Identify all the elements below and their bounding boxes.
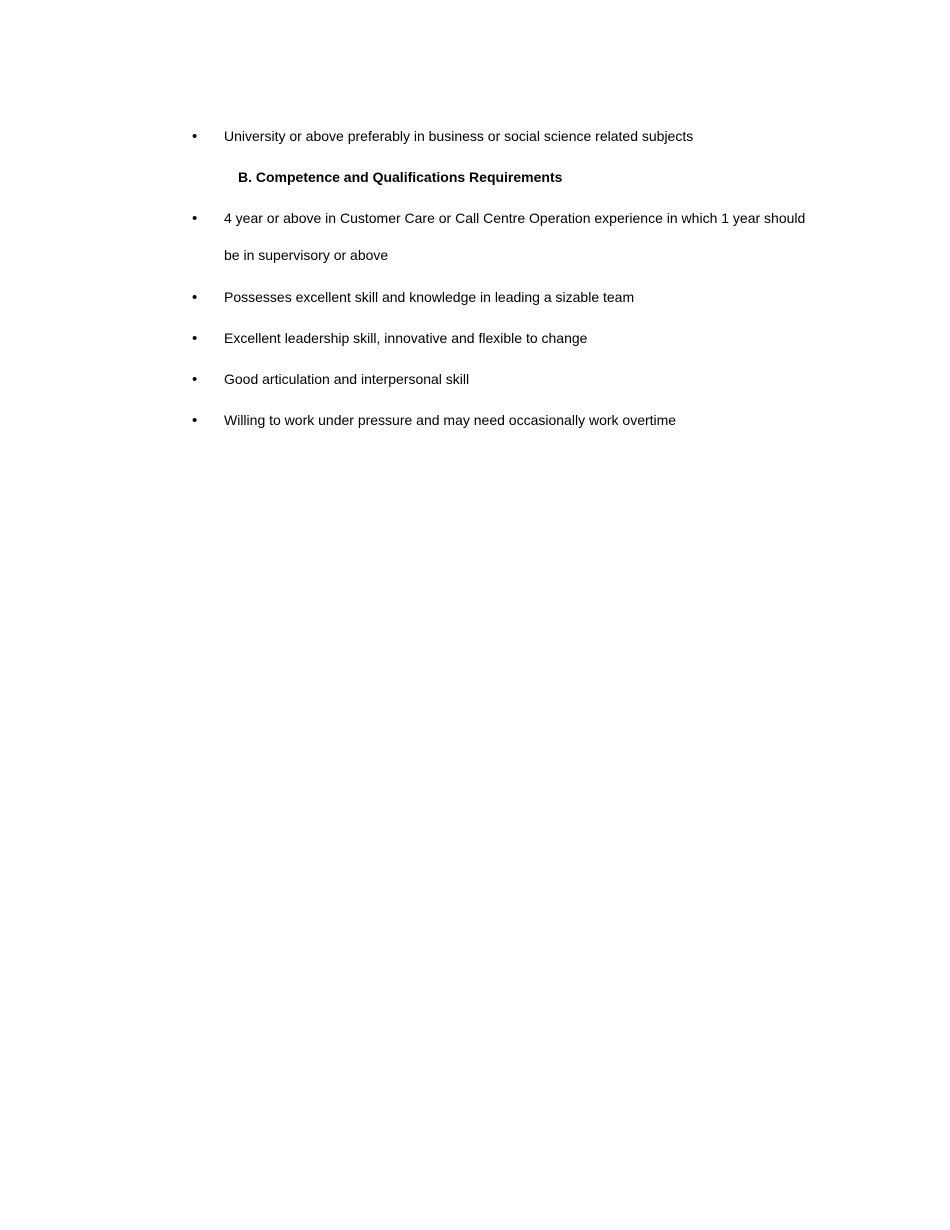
list-item (192, 320, 822, 357)
list-item (192, 118, 822, 155)
list-item-text: Willing to work under pressure and may need occasionally work overtime (224, 412, 677, 428)
bullet-icon: • (192, 128, 198, 145)
bullet-icon: • (192, 412, 198, 429)
bullet-icon: • (192, 330, 198, 347)
bullet-icon: • (192, 210, 198, 227)
list-item (192, 200, 822, 274)
list-item (192, 279, 822, 316)
list-item-text: Possesses excellent skill and knowledge in leading a sizable team (224, 289, 635, 305)
section-heading: B. Competence and Qualifications Requirements (238, 169, 563, 185)
list-item-text: 4 year or above in Customer Care or Call Centre Operation experience in which 1 year should be in supervisory or above (224, 210, 806, 263)
list-item-text: University or above preferably in business or social science related subjects (224, 128, 694, 144)
list-item-text: Good articulation and interpersonal skill (224, 371, 470, 387)
list-item-text: Excellent leadership skill, innovative and flexible to change (224, 330, 588, 346)
bullet-icon: • (192, 289, 198, 306)
list-item (192, 402, 822, 439)
list-item (192, 361, 822, 398)
bullet-icon: • (192, 371, 198, 388)
